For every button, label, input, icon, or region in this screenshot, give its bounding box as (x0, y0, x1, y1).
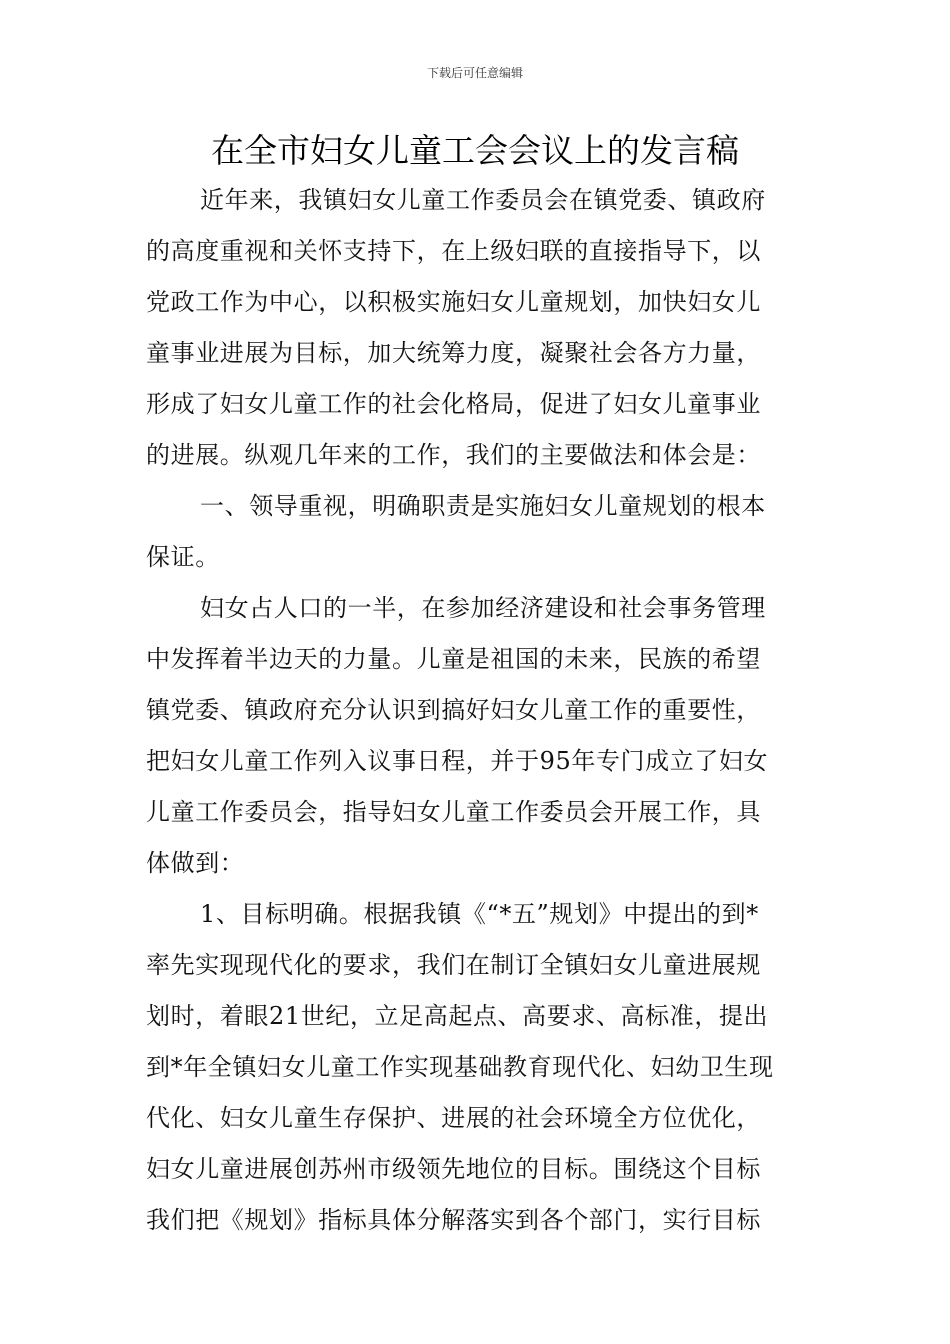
paragraph (146, 889, 808, 1246)
text-line: 儿童工作委员会，指导妇女儿童工作委员会开展工作，具 (146, 798, 761, 826)
text-line: 中发挥着半边天的力量。儿童是祖国的未来，民族的希望 (146, 645, 761, 673)
text-line: 形成了妇女儿童工作的社会化格局，促进了妇女儿童事业 (146, 390, 761, 418)
text-line: 1、目标明确。根据我镇《“*五”规划》中提出的到* (200, 900, 759, 928)
paragraph (146, 175, 808, 481)
text-line: 我们把《规划》指标具体分解落实到各个部门，实行目标 (146, 1206, 761, 1234)
paragraph (146, 481, 808, 583)
text-line: 到*年全镇妇女儿童工作实现基础教育现代化、妇幼卫生现 (146, 1053, 774, 1081)
text-line: 镇党委、镇政府充分认识到搞好妇女儿童工作的重要性， (146, 696, 761, 724)
header-note: 下载后可任意编辑 (426, 66, 523, 80)
text-line: 的高度重视和关怀支持下，在上级妇联的直接指导下，以 (146, 237, 761, 265)
paragraph (146, 583, 808, 889)
text-line: 代化、妇女儿童生存保护、进展的社会环境全方位优化， (146, 1104, 761, 1132)
text-line: 一、领导重视，明确职责是实施妇女儿童规划的根本 (200, 492, 766, 520)
text-line: 把妇女儿童工作列入议事日程，并于95年专门成立了妇女 (146, 747, 769, 775)
text-line: 划时，着眼21世纪，立足高起点、高要求、高标准，提出 (146, 1002, 769, 1030)
text-line: 保证。 (146, 543, 220, 571)
text-line: 党政工作为中心，以积极实施妇女儿童规划，加快妇女儿 (146, 288, 761, 316)
text-line: 近年来，我镇妇女儿童工作委员会在镇党委、镇政府 (200, 186, 766, 214)
document-body (146, 175, 808, 1246)
text-line: 妇女儿童进展创苏州市级领先地位的目标。围绕这个目标 (146, 1155, 761, 1183)
document-title: 在全市妇女儿童工会会议上的发言稿 (211, 131, 739, 170)
text-line: 率先实现现代化的要求，我们在制订全镇妇女儿童进展规 (146, 951, 761, 979)
text-line: 的进展。纵观几年来的工作，我们的主要做法和体会是： (146, 441, 761, 469)
text-line: 妇女占人口的一半，在参加经济建设和社会事务管理 (200, 594, 766, 622)
text-line: 童事业进展为目标，加大统筹力度，凝聚社会各方力量， (146, 339, 761, 367)
text-line: 体做到： (146, 849, 245, 877)
